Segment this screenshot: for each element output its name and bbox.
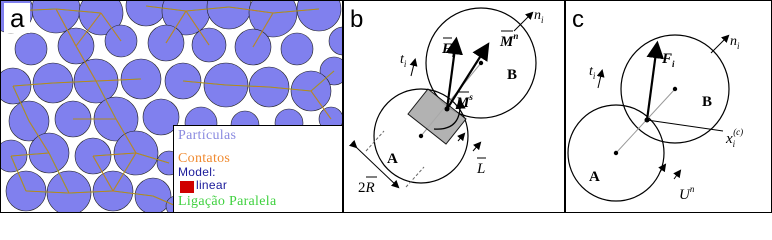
particle-8 [329, 27, 343, 55]
tangent-direction-arrow [411, 60, 415, 76]
particle-15 [281, 33, 313, 65]
particle-9 [15, 33, 47, 65]
label-diameter: 2R [358, 180, 375, 196]
legend-linear: linear [196, 178, 228, 192]
force-arrow [647, 45, 657, 120]
panel-c-tag: c [572, 6, 584, 33]
label-particle-b: B [507, 67, 518, 83]
overlap-arrow-top [674, 171, 680, 179]
normal-direction-arrow [711, 36, 728, 53]
panel-a-tag: a [4, 3, 30, 33]
l-arrow-top [473, 143, 480, 151]
label-moment-n: $M^n$ [500, 31, 519, 50]
panel-b-tag: b [350, 6, 364, 33]
label-particle-a: A [387, 151, 398, 167]
label-particle-b: B [702, 94, 713, 110]
panel-c [565, 0, 772, 213]
center-b [479, 61, 483, 65]
contact-diagram [566, 1, 772, 213]
l-arrow-bottom [458, 134, 464, 141]
tangent-direction-arrow [598, 71, 602, 88]
legend-contacts: Contatos [178, 151, 231, 166]
label-moment-s: $M^s$ [456, 92, 473, 111]
label-bond-length: L [477, 161, 486, 177]
radius-guide-bottom [406, 167, 424, 187]
center-a [419, 134, 423, 138]
legend-parallel-bond: Ligação Paralela [178, 194, 277, 209]
panel-b [343, 0, 565, 213]
label-particle-a: A [589, 169, 600, 185]
label-force: $F_i$ [662, 51, 675, 69]
legend-particles: Partículas [178, 128, 237, 143]
label-n: $n_i$ [534, 8, 544, 25]
legend-model: Model: [178, 165, 216, 179]
label-overlap: $U^n$ [679, 184, 695, 203]
center-b [673, 87, 677, 91]
particle-7 [297, 1, 341, 31]
center-a [614, 151, 618, 155]
label-n: $n_i$ [730, 34, 740, 51]
label-t: $t_i$ [589, 64, 596, 81]
label-t: $t_i$ [400, 52, 407, 69]
panel-a [0, 0, 343, 213]
label-contact-location: $x_i(c)$ [726, 127, 744, 149]
particle-3 [126, 1, 166, 26]
particle-5 [207, 1, 251, 29]
parallel-bond-diagram [344, 1, 565, 213]
label-force: $F_i$ [442, 41, 455, 59]
legend-model-swatch [180, 181, 194, 193]
legend [173, 125, 343, 213]
